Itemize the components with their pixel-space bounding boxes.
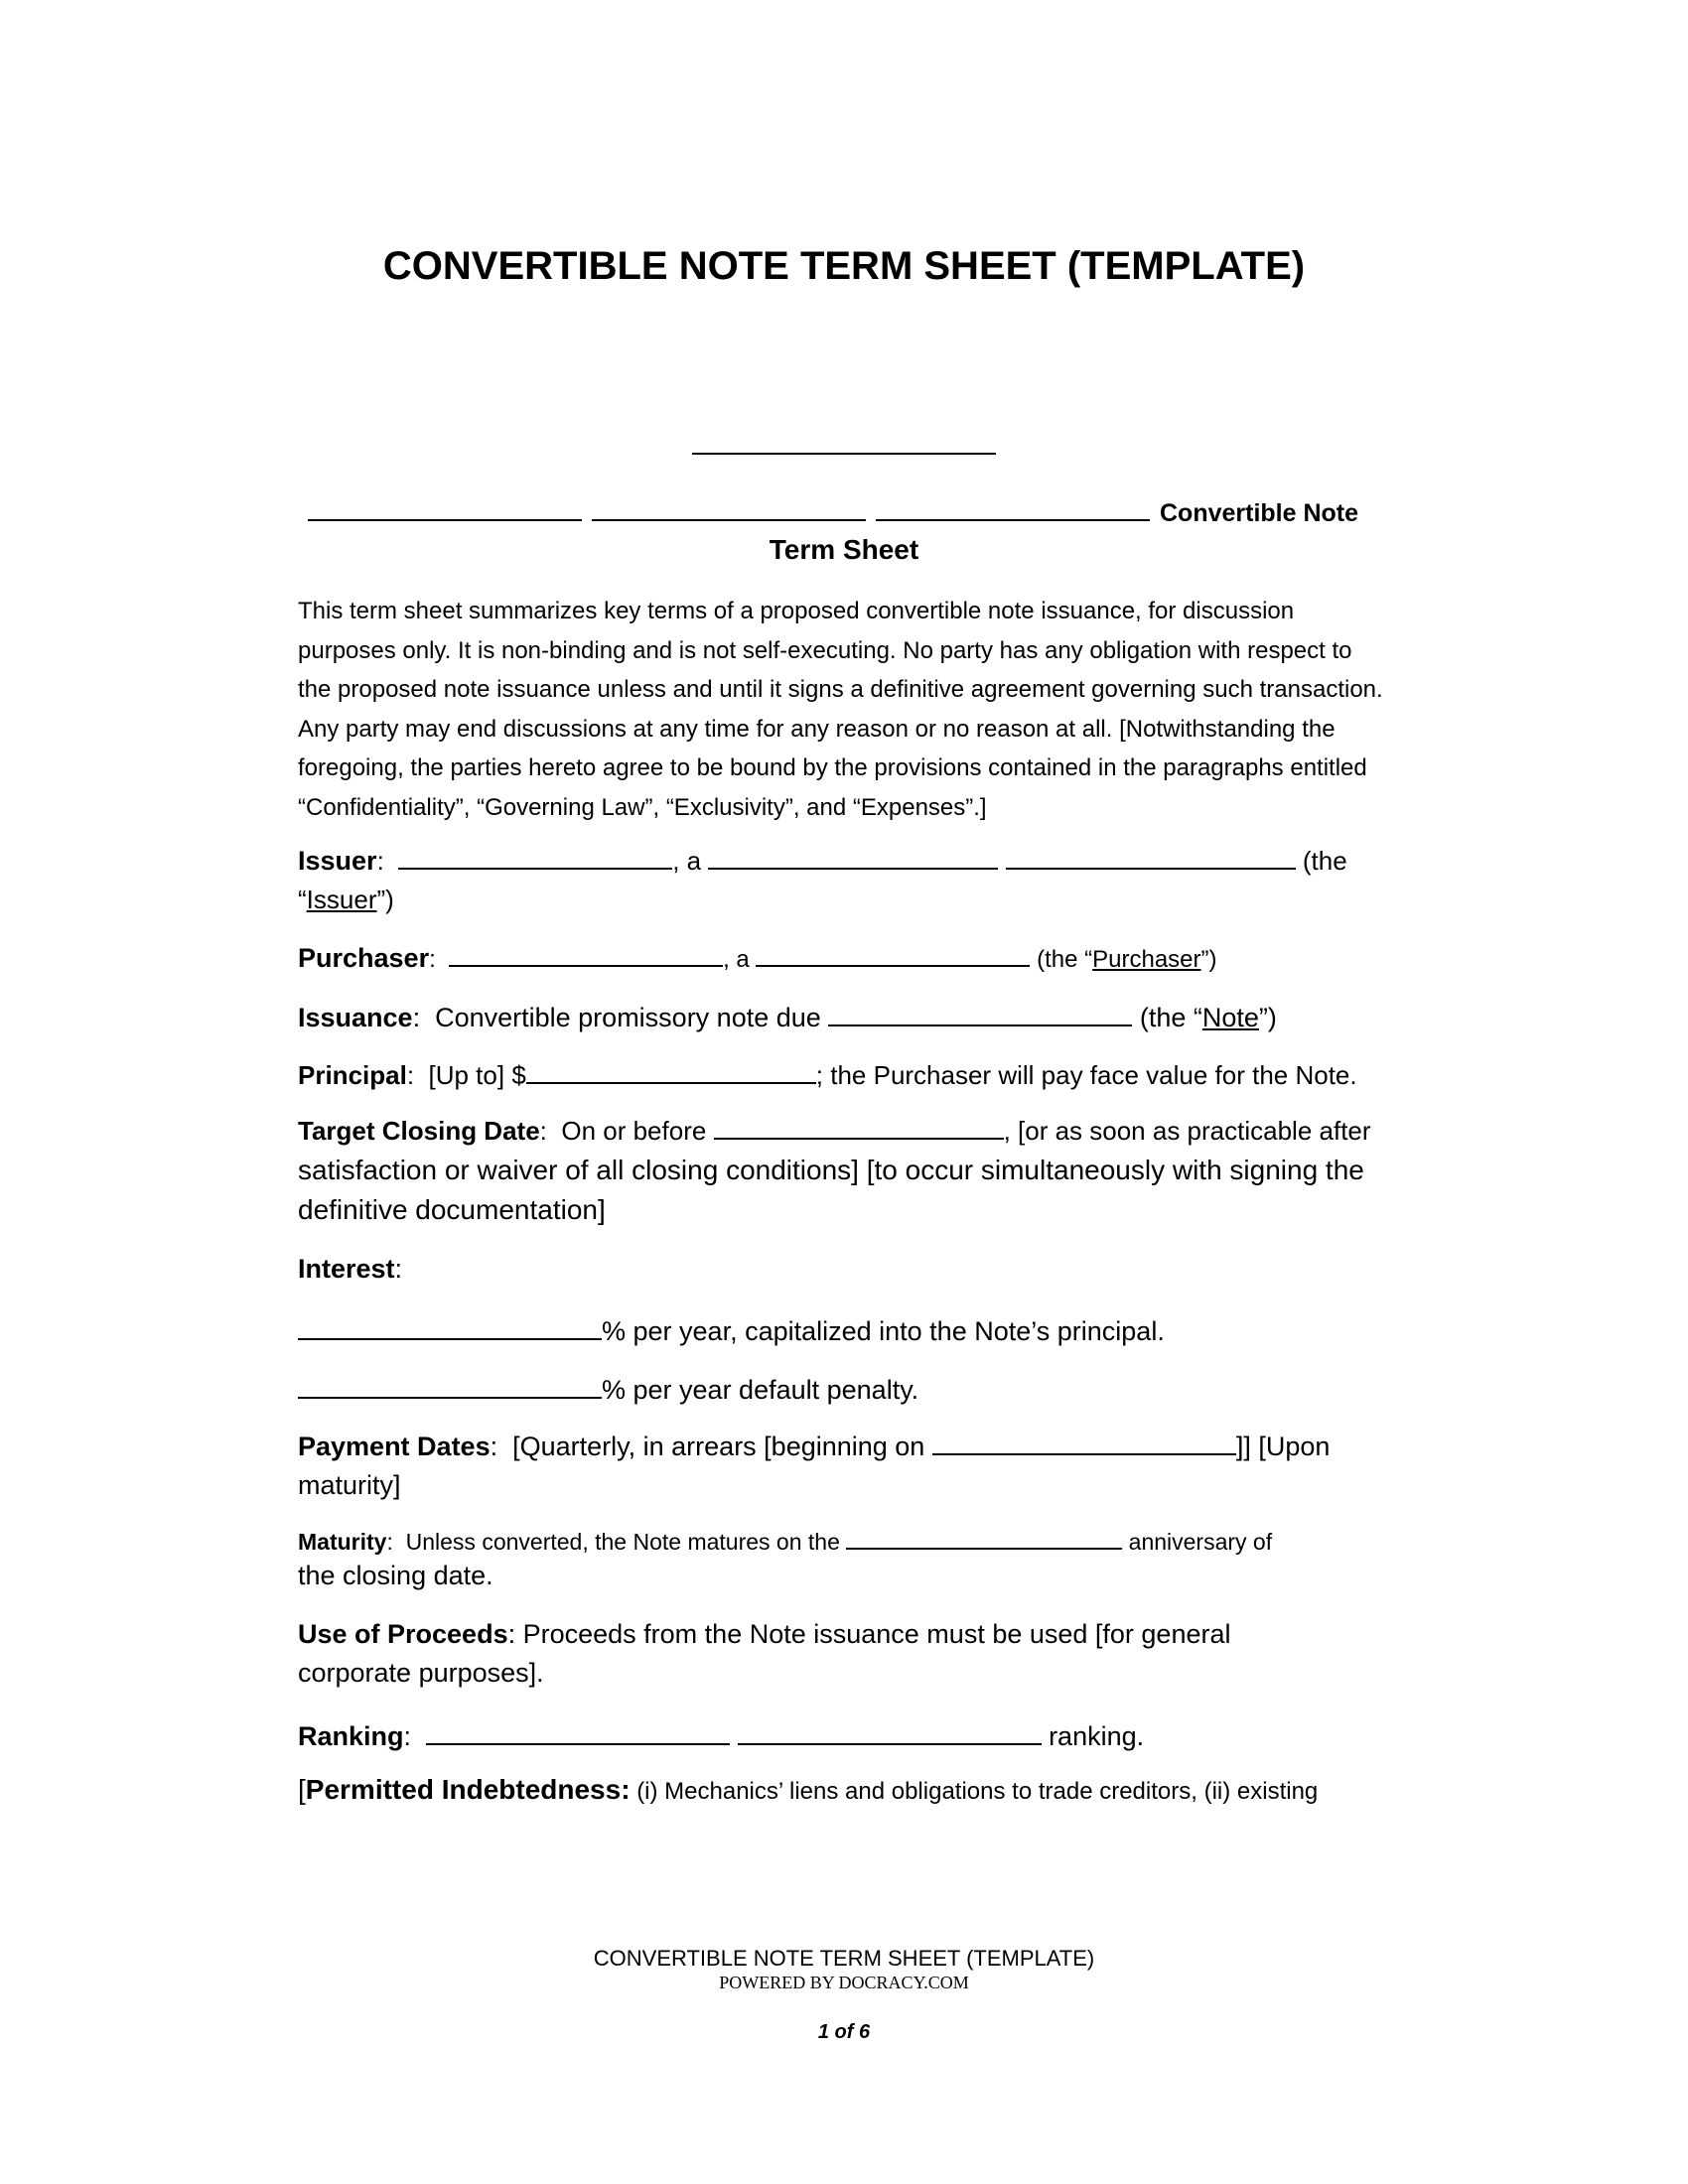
blank-field bbox=[298, 1311, 602, 1340]
issuance-label: Issuance bbox=[298, 1003, 413, 1032]
interest-rate-text: % per year, capitalized into the Note’s principal. bbox=[602, 1316, 1165, 1346]
blank-field bbox=[714, 1112, 1004, 1140]
maturity-line-2: the closing date. bbox=[298, 1561, 493, 1590]
blank-field bbox=[1006, 842, 1296, 870]
issuer-label: Issuer bbox=[298, 846, 377, 876]
principal-clause: Principal: [Up to] $ ; the Purchaser will pay face value for the Note. bbox=[298, 1056, 1400, 1091]
blank-field bbox=[308, 494, 582, 521]
open-bracket: [ bbox=[298, 1774, 306, 1805]
blank-field bbox=[298, 1370, 602, 1399]
blank-field bbox=[738, 1716, 1042, 1745]
maturity-clause: Maturity: Unless converted, the Note matures on the anniversary of bbox=[298, 1525, 1400, 1556]
default-penalty-text: % per year default penalty. bbox=[602, 1375, 919, 1405]
purchaser-clause: Purchaser: , a (the “Purchaser”) bbox=[298, 943, 1217, 973]
issuer-defined-term: Issuer bbox=[306, 885, 377, 914]
convertible-note-label: Convertible Note bbox=[1160, 499, 1359, 527]
permitted-indebtedness-text: (i) Mechanics’ liens and obligations to trade creditors, (ii) existing bbox=[636, 1778, 1319, 1805]
purchaser-label: Purchaser bbox=[298, 943, 430, 973]
target-closing-clause: Target Closing Date: On or before , [or as soon as practicable after satisfaction or waiver of all closing conditions] [to occur simultaneously with signing the definitive documentation] bbox=[298, 1112, 1400, 1230]
ranking-text-post: ranking. bbox=[1049, 1721, 1145, 1751]
blank-field bbox=[426, 1716, 730, 1745]
issuer-text-a: , a bbox=[672, 846, 702, 876]
purchaser-text-a: , a bbox=[723, 946, 750, 973]
principal-label: Principal bbox=[298, 1060, 407, 1090]
permitted-indebtedness-clause bbox=[298, 1774, 1400, 1806]
interest-clause: Interest: bbox=[298, 1254, 403, 1284]
note-defined-term: Note bbox=[1201, 1003, 1259, 1032]
use-of-proceeds-clause: Use of Proceeds: Proceeds from the Note issuance must be used [for general corporate purposes]. bbox=[298, 1619, 1231, 1688]
purchaser-defined-term: Purchaser bbox=[1092, 946, 1201, 973]
intro-paragraph: This term sheet summarizes key terms of a proposed convertible note issuance, for discussion purposes only. It is non-binding and is not self-executing. No party has any obligation with respect to the proposed note issuance unless and until it signs a definitive agreement governing such transaction. Any party may end discussions at any time for any reason or no reason at all. [Notwithstanding the foregoing, the parties hereto agree to be bound by the provisions contained in the paragraphs entitled “Confidentiality”, “Governing Law”, “Exclusivity”, and “Expenses”.] bbox=[298, 598, 1383, 821]
payment-dates-text-post: ]] [Upon maturity] bbox=[298, 1432, 1331, 1500]
target-closing-text-post: , [or as soon as practicable after bbox=[1003, 1116, 1371, 1146]
issuance-text-the: (the “ bbox=[1139, 1003, 1202, 1032]
interest-line-1 bbox=[298, 1311, 1400, 1347]
blank-field bbox=[708, 842, 998, 870]
blank-field bbox=[876, 494, 1150, 521]
blank-field bbox=[692, 437, 996, 455]
blank-field bbox=[449, 941, 723, 967]
issuer-close: ”) bbox=[376, 885, 394, 914]
document-title: CONVERTIBLE NOTE TERM SHEET (TEMPLATE) bbox=[382, 244, 1306, 288]
title-blank-line bbox=[0, 437, 1688, 460]
page-number: 1 of 6 bbox=[817, 2021, 871, 2043]
blank-field bbox=[828, 998, 1132, 1026]
interest-label: Interest bbox=[298, 1254, 395, 1284]
ranking-clause: Ranking: ranking. bbox=[298, 1716, 1400, 1752]
purchaser-text-the: (the “ bbox=[1037, 946, 1093, 973]
issuer-clause: Issuer: , a (the “Issuer”) bbox=[298, 842, 1400, 919]
target-closing-label: Target Closing Date bbox=[298, 1116, 540, 1146]
principal-text-pre: [Up to] $ bbox=[428, 1060, 526, 1090]
payment-dates-label: Payment Dates bbox=[298, 1432, 491, 1461]
maturity-text-post: anniversary of bbox=[1128, 1529, 1273, 1555]
footer-powered-by: POWERED BY DOCRACY.COM bbox=[719, 1973, 969, 1992]
blank-field bbox=[932, 1427, 1236, 1455]
payment-dates-clause: Payment Dates: [Quarterly, in arrears [beginning on ]] [Upon maturity] bbox=[298, 1427, 1400, 1505]
blank-field bbox=[398, 842, 672, 870]
permitted-indebtedness-label: Permitted Indebtedness: bbox=[305, 1774, 631, 1805]
interest-line-2 bbox=[298, 1370, 1400, 1406]
blank-field bbox=[846, 1525, 1122, 1550]
payment-dates-text-pre: [Quarterly, in arrears [beginning on bbox=[512, 1432, 925, 1461]
target-closing-text-pre: On or before bbox=[561, 1116, 707, 1146]
blank-field bbox=[592, 494, 866, 521]
ranking-label: Ranking bbox=[298, 1721, 404, 1751]
issuance-text: Convertible promissory note due bbox=[435, 1003, 821, 1032]
blank-field bbox=[526, 1056, 816, 1084]
issuance-close: ”) bbox=[1258, 1003, 1277, 1032]
maturity-label: Maturity bbox=[298, 1529, 387, 1555]
issuer-text-the: (the “ bbox=[298, 846, 1347, 914]
term-sheet-heading: Term Sheet bbox=[769, 534, 919, 565]
convertible-note-line bbox=[308, 494, 1358, 528]
principal-text-post: ; the Purchaser will pay face value for the Note. bbox=[815, 1060, 1357, 1090]
target-closing-text-continued: satisfaction or waiver of all closing conditions] [to occur simultaneously with signing the definitive documentation] bbox=[298, 1155, 1364, 1225]
use-of-proceeds-label: Use of Proceeds bbox=[298, 1619, 508, 1649]
purchaser-close: ”) bbox=[1200, 946, 1217, 973]
issuance-clause: Issuance: Convertible promissory note due (the “Note”) bbox=[298, 998, 1400, 1033]
footer-title: CONVERTIBLE NOTE TERM SHEET (TEMPLATE) bbox=[593, 1946, 1095, 1971]
use-of-proceeds-text: Proceeds from the Note issuance must be used [for general corporate purposes]. bbox=[298, 1619, 1231, 1688]
maturity-text-pre: Unless converted, the Note matures on the bbox=[405, 1529, 840, 1555]
blank-field bbox=[756, 941, 1030, 967]
